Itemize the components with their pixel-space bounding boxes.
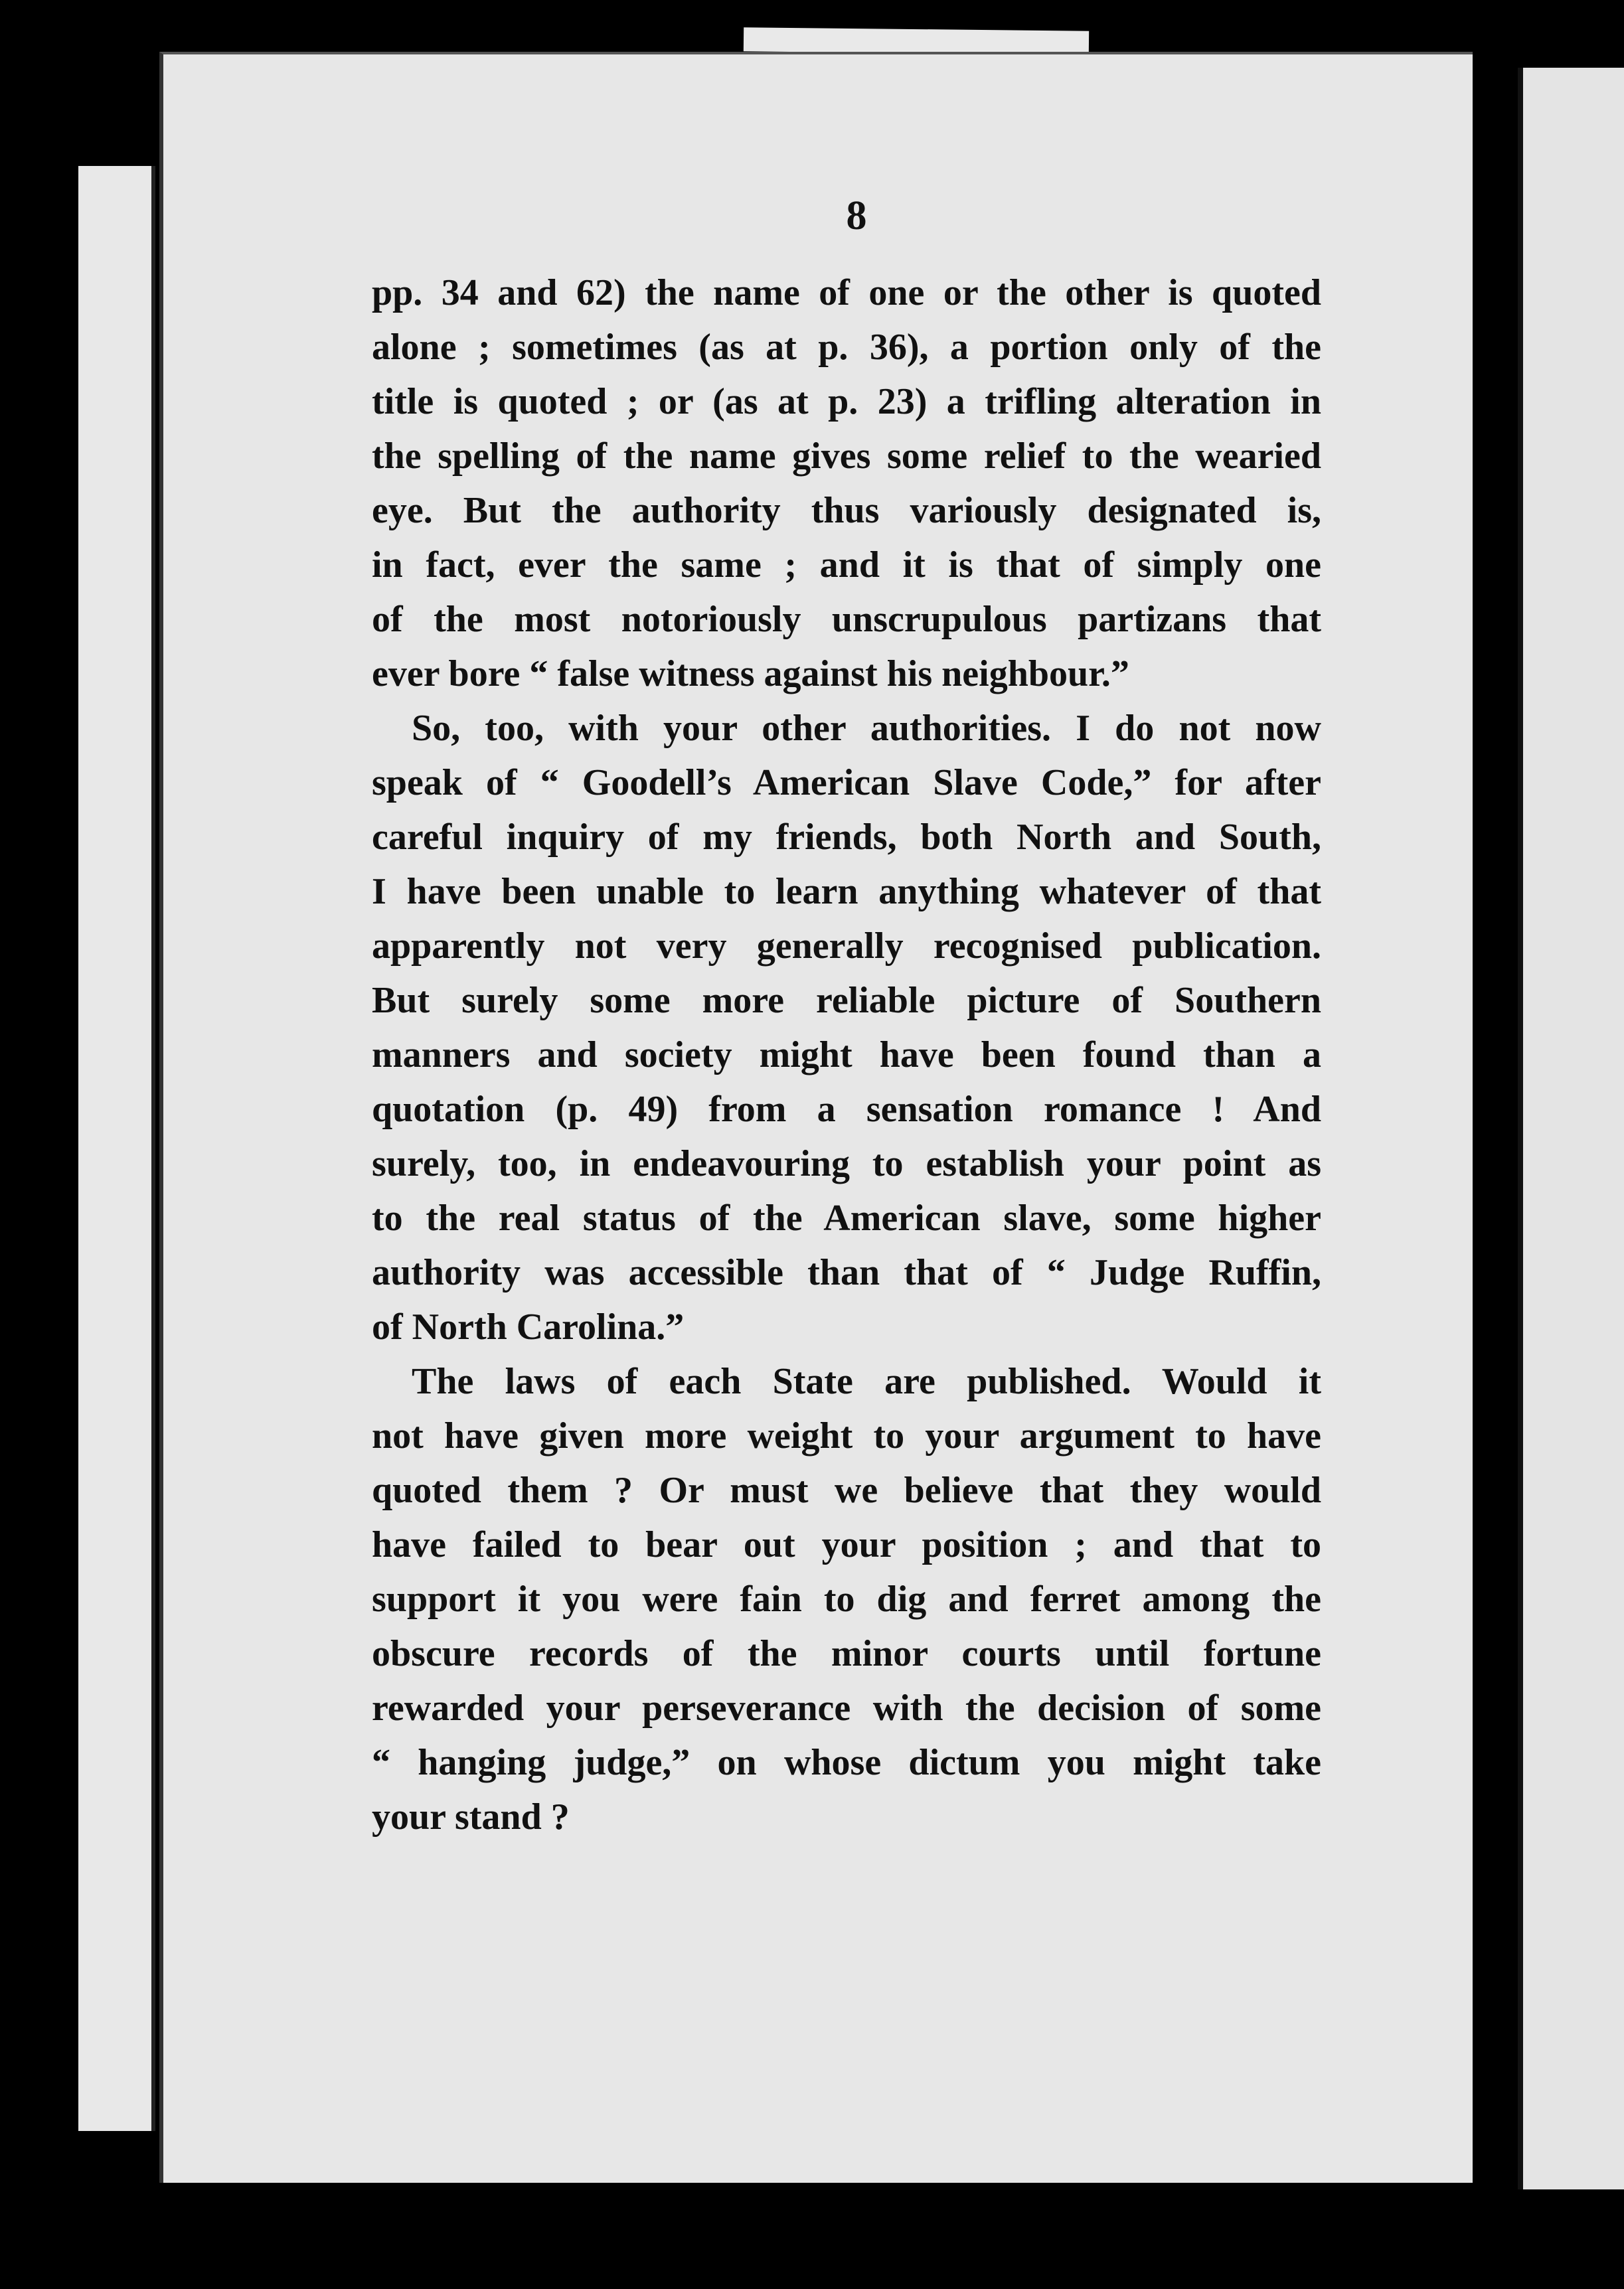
text-line: authority was accessible than that of “ Judge Ruffin, xyxy=(372,1252,1321,1293)
text-line: obscure records of the minor courts until fortune xyxy=(372,1633,1321,1674)
facing-page-edge xyxy=(1518,68,1624,2189)
text-line: surely, too, in endeavouring to establish your point as xyxy=(372,1143,1321,1184)
text-line: pp. 34 and 62) the name of one or the other is quoted xyxy=(372,272,1321,313)
text-line: your stand ? xyxy=(372,1796,570,1838)
text-line: eye. But the authority thus variously designated is, xyxy=(372,490,1321,531)
text-line: speak of “ Goodell’s American Slave Code,” for after xyxy=(372,762,1321,803)
text-line: title is quoted ; or (as at p. 23) a trifling alteration in xyxy=(372,381,1321,422)
text-line: the spelling of the name gives some relief to the wearied xyxy=(372,435,1321,477)
text-line: manners and society might have been found than a xyxy=(372,1034,1321,1075)
left-page-edge xyxy=(78,166,155,2131)
text-line: of North Carolina.” xyxy=(372,1306,685,1348)
text-line: careful inquiry of my friends, both North and South, xyxy=(372,817,1321,858)
text-line: have failed to bear out your position ; and that to xyxy=(372,1524,1321,1565)
text-line: ever bore “ false witness against his neighbour.” xyxy=(372,653,1129,694)
text-line: support it you were fain to dig and ferret among the xyxy=(372,1579,1321,1620)
text-line: in fact, ever the same ; and it is that of simply one xyxy=(372,544,1321,586)
page-number: 8 xyxy=(846,193,867,238)
body-text xyxy=(372,266,1321,1844)
text-line: But surely some more reliable picture of Southern xyxy=(372,980,1321,1021)
text-line: The laws of each State are published. Would it xyxy=(412,1361,1321,1402)
text-line: to the real status of the American slave, some higher xyxy=(372,1198,1321,1239)
text-line: rewarded your perseverance with the decision of some xyxy=(372,1688,1321,1729)
text-line: I have been unable to learn anything whatever of that xyxy=(372,871,1321,912)
text-line: “ hanging judge,” on whose dictum you might take xyxy=(372,1742,1321,1783)
text-line: quoted them ? Or must we believe that they would xyxy=(372,1470,1321,1511)
top-paper-sliver xyxy=(744,27,1089,54)
text-line: apparently not very generally recognised publication. xyxy=(372,925,1321,967)
text-line: of the most notoriously unscrupulous partizans that xyxy=(372,599,1321,640)
text-line: not have given more weight to your argument to have xyxy=(372,1415,1321,1457)
text-line: So, too, with your other authorities. I do not now xyxy=(412,708,1321,749)
text-line: alone ; sometimes (as at p. 36), a portion only of the xyxy=(372,327,1321,368)
text-line: quotation (p. 49) from a sensation romance ! And xyxy=(372,1089,1321,1130)
